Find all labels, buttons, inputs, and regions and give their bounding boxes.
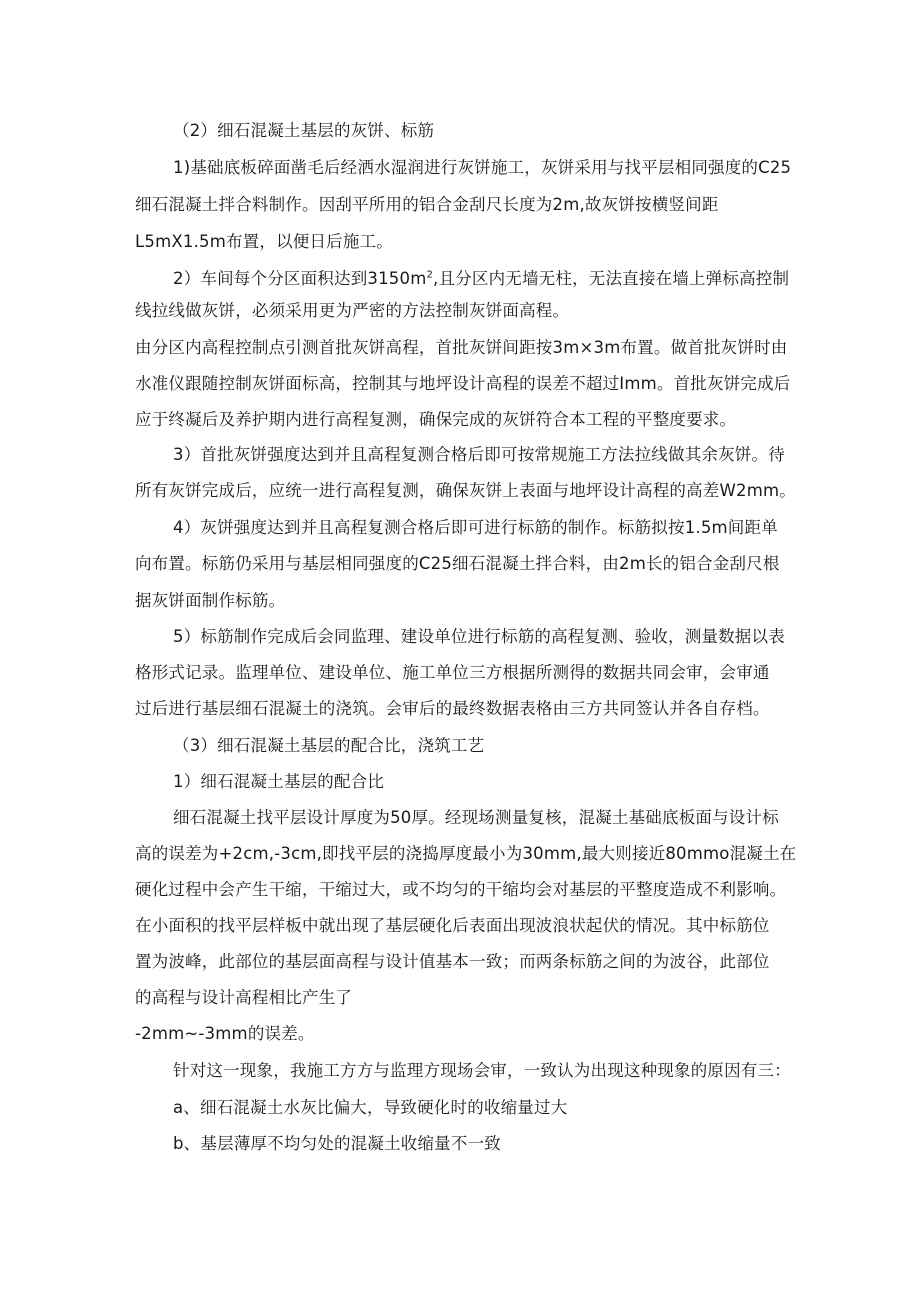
paragraph-line: 应于终凝后及养护期内进行高程复测，确保完成的灰饼符合本工程的平整度要求。 <box>135 410 737 429</box>
paragraph-line: -2mm~-3mm的误差。 <box>135 1024 315 1043</box>
paragraph-line: 水准仪跟随控制灰饼面标高，控制其与地坪设计高程的误差不超过Imm。首批灰饼完成后 <box>135 374 791 393</box>
paragraph-line: 硬化过程中会产生干缩，干缩过大，或不均匀的干缩均会对基层的平整度造成不利影响。 <box>135 880 787 899</box>
paragraph-line: 1)基础底板碎面凿毛后经洒水湿润进行灰饼施工，灰饼采用与找平层相同强度的C25 <box>173 158 792 177</box>
paragraph-text: 2）车间每个分区面积达到3150m <box>173 269 427 288</box>
paragraph-text: ,且分区内无墙无柱，无法直接在墙上弹标高控制 <box>433 269 790 288</box>
paragraph-line: 5）标筋制作完成后会同监理、建设单位进行标筋的高程复测、验收，测量数据以表 <box>173 627 785 646</box>
list-item: a、细石混凝土水灰比偏大，导致硬化时的收缩量过大 <box>173 1098 568 1117</box>
paragraph-line: 过后进行基层细石混凝土的浇筑。会审后的最终数据表格由三方共同签认并各自存档。 <box>135 699 770 718</box>
paragraph-line: 据灰饼面制作标筋。 <box>135 591 286 610</box>
paragraph-line <box>173 268 789 290</box>
list-item: b、基层薄厚不均匀处的混凝土收缩量不一致 <box>173 1134 501 1153</box>
paragraph-line: 3）首批灰饼强度达到并且高程复测合格后即可按常规施工方法拉线做其余灰饼。待 <box>173 445 785 464</box>
section-heading-3: （3）细石混凝土基层的配合比，浇筑工艺 <box>173 736 485 755</box>
paragraph-line: 格形式记录。监理单位、建设单位、施工单位三方根据所测得的数据共同会审，会审通 <box>135 663 770 682</box>
paragraph-line: 由分区内高程控制点引测首批灰饼高程，首批灰饼间距按3m×3m布置。做首批灰饼时由 <box>135 338 788 357</box>
paragraph-line: 置为波峰，此部位的基层面高程与设计值基本一致；而两条标筋之间的为波谷，此部位 <box>135 952 770 971</box>
paragraph-line: 所有灰饼完成后，应统一进行高程复测，确保灰饼上表面与地坪设计高程的高差W2mm。 <box>135 481 796 500</box>
paragraph-line: 细石混凝土找平层设计厚度为50厚。经现场测量复核，混凝土基础底板面与设计标 <box>173 808 779 827</box>
paragraph-line: 高的误差为+2cm,-3cm,即找平层的浇捣厚度最小为30mm,最大则接近80mmo混凝土在 <box>135 844 797 863</box>
subsection-heading: 1）细石混凝土基层的配合比 <box>173 772 385 791</box>
paragraph-line: 在小面积的找平层样板中就出现了基层硬化后表面出现波浪状起伏的情况。其中标筋位 <box>135 916 770 935</box>
paragraph-line: 4）灰饼强度达到并且高程复测合格后即可进行标筋的制作。标筋拟按1.5m间距单 <box>173 518 778 537</box>
section-heading-2: （2）细石混凝土基层的灰饼、标筋 <box>173 121 435 140</box>
paragraph-line: 线拉线做灰饼，必须采用更为严密的方法控制灰饼面高程。 <box>135 301 570 320</box>
paragraph-line: L5mX1.5m布置，以便日后施工。 <box>135 232 393 251</box>
superscript: 2 <box>426 269 434 281</box>
paragraph-line: 细石混凝土拌合料制作。因刮平所用的铝合金刮尺长度为2m,故灰饼按横竖间距 <box>135 195 719 214</box>
paragraph-line: 的高程与设计高程相比产生了 <box>135 988 353 1007</box>
paragraph-line: 针对这一现象，我施工方方与监理方现场会审，一致认为出现这种现象的原因有三： <box>173 1061 791 1080</box>
paragraph-line: 向布置。标筋仍采用与基层相同强度的C25细石混凝土拌合料，由2m长的铝合金刮尺根 <box>135 554 780 573</box>
